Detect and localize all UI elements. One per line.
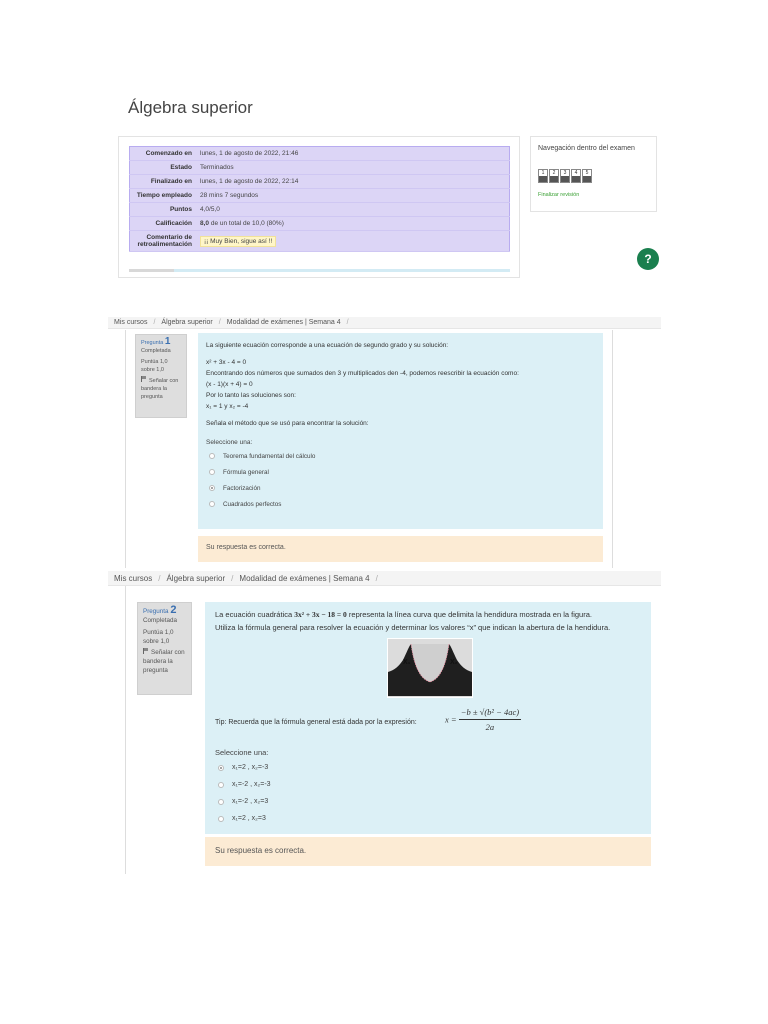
answer-option-selected[interactable] [209, 480, 595, 496]
summary-label: Comenzado en [130, 147, 197, 161]
summary-row-state [130, 161, 510, 175]
question-nav-button-3[interactable]: 3 [560, 169, 570, 183]
question-prompt: Señala el método que se usó para encontrar la solución: [206, 420, 369, 427]
radio-button[interactable] [209, 453, 215, 459]
figure-label-x2: X₂ [450, 659, 458, 666]
quadratic-formula [445, 706, 521, 734]
summary-label: Comentario de retroalimentación [130, 231, 197, 252]
summary-label: Tiempo empleado [130, 189, 197, 203]
question-intro [215, 608, 641, 621]
breadcrumb-separator: / [153, 319, 156, 326]
answer-option[interactable] [218, 776, 641, 793]
option-label: Factorización [223, 484, 261, 492]
flag-question-link[interactable] [141, 376, 181, 401]
question-line: x₁ = 1 y x₂ = -4 [206, 403, 249, 410]
attempt-summary-table [129, 146, 510, 252]
radio-button[interactable] [218, 799, 224, 805]
question-equation: 3x² + 3x − 18 = 0 [294, 610, 347, 619]
tip-line [215, 706, 645, 736]
quiz-summary-screenshot [118, 88, 663, 278]
breadcrumb-exam[interactable]: Modalidad de exámenes | Semana 4 [239, 573, 370, 583]
formula-numerator: −b ± √(b² − 4ac) [459, 706, 521, 720]
summary-row-points [130, 203, 510, 217]
summary-row-time [130, 189, 510, 203]
question-line: (x - 1)(x + 4) = 0 [206, 381, 253, 388]
question-preview-info [129, 269, 174, 272]
breadcrumb-course[interactable]: Álgebra superior [161, 319, 213, 326]
quiz-navigation-buttons [538, 169, 592, 183]
tip-text: Tip: Recuerda que la fórmula general está dada por la expresión: [215, 719, 417, 726]
summary-value: 4,0/5,0 [196, 203, 510, 217]
breadcrumb [108, 571, 661, 586]
breadcrumb-exam[interactable]: Modalidad de exámenes | Semana 4 [226, 319, 341, 326]
question-grade: Puntúa 1,0 sobre 1,0 [141, 359, 168, 373]
summary-label: Finalizado en [130, 175, 197, 189]
question-label: Pregunta [143, 608, 169, 615]
question-intro-end: representa la línea curva que delimita la hendidura mostrada en la figura. [348, 610, 592, 619]
formula-denominator: 2a [485, 722, 495, 732]
question-1 [125, 330, 613, 568]
summary-value: lunes, 1 de agosto de 2022, 22:14 [196, 175, 510, 189]
breadcrumb-my-courses[interactable]: Mis cursos [114, 319, 148, 326]
summary-value [196, 217, 510, 231]
breadcrumb-separator: / [218, 319, 221, 326]
option-label: x₁=2 , x₂=3 [232, 815, 266, 822]
help-button[interactable]: ? [637, 248, 659, 270]
summary-value: Terminados [196, 161, 510, 175]
question-number [143, 606, 186, 616]
question-grade: Puntúa 1,0 sobre 1,0 [143, 629, 174, 645]
question-preview-strip [129, 269, 510, 272]
course-title: Álgebra superior [128, 98, 253, 117]
quiz-navigation-title: Navegación dentro del examen [538, 145, 635, 152]
answer-option[interactable] [209, 448, 595, 464]
summary-value [196, 231, 510, 252]
breadcrumb-separator: / [346, 319, 349, 326]
radio-button-checked[interactable] [218, 765, 224, 771]
summary-label: Puntos [130, 203, 197, 217]
answer-option[interactable] [209, 496, 595, 512]
option-label: x₁=-2 , x₂=3 [232, 798, 269, 805]
summary-label: Calificación [130, 217, 197, 231]
breadcrumb-course[interactable]: Álgebra superior [166, 573, 226, 583]
option-label: x₁=-2 , x₂=-3 [232, 781, 271, 788]
flag-label: Señalar con bandera la pregunta [141, 378, 179, 400]
radio-button[interactable] [209, 469, 215, 475]
radio-button[interactable] [218, 816, 224, 822]
radio-button[interactable] [209, 501, 215, 507]
question-number-value: 2 [170, 604, 177, 616]
question-nav-button-4[interactable]: 4 [571, 169, 581, 183]
question-label: Pregunta [141, 340, 164, 346]
summary-row-feedback [130, 231, 510, 252]
answer-option[interactable] [218, 810, 641, 827]
option-label: x₁=2 , x₂=-3 [232, 764, 269, 771]
option-label: Fórmula general [223, 468, 269, 476]
question-info [135, 334, 187, 418]
breadcrumb-separator: / [375, 573, 378, 583]
summary-label: Estado [130, 161, 197, 175]
summary-row-finished [130, 175, 510, 189]
question-intro: La siguiente ecuación corresponde a una ecuación de segundo grado y su solución: [206, 342, 449, 349]
finish-review-link[interactable]: Finalizar revisión [538, 192, 580, 198]
radio-button-checked[interactable] [209, 485, 215, 491]
grade-value: 8,0 [200, 220, 210, 227]
question-nav-button-5[interactable]: 5 [582, 169, 592, 183]
quiz-navigation-block [530, 136, 657, 212]
question-state: Completada [141, 348, 171, 354]
breadcrumb-separator: / [231, 573, 234, 583]
answer-option[interactable] [209, 464, 595, 480]
flag-question-link[interactable] [143, 648, 186, 675]
summary-row-grade [130, 217, 510, 231]
flag-icon [143, 648, 149, 654]
option-label: Cuadrados perfectos [223, 500, 282, 508]
question-nav-button-1[interactable]: 1 [538, 169, 548, 183]
breadcrumb-separator: / [158, 573, 161, 583]
answer-prompt: Seleccione una: [215, 748, 269, 757]
figure-label-x1: X₁ [403, 659, 411, 666]
option-label: Teorema fundamental del cálculo [223, 452, 316, 460]
groove-figure-image [387, 638, 473, 698]
flag-label: Señalar con bandera la pregunta [143, 649, 185, 674]
question-nav-button-2[interactable]: 2 [549, 169, 559, 183]
breadcrumb-my-courses[interactable]: Mis cursos [114, 573, 153, 583]
question-number [141, 338, 181, 347]
formula-lhs: x = [445, 714, 457, 725]
question-line: Utiliza la fórmula general para resolver la ecuación y determinar los valores “x” que indican la abertura de la hendidura. [215, 623, 611, 632]
radio-button[interactable] [218, 782, 224, 788]
question-2 [125, 586, 662, 874]
feedback-text: ¡¡ Muy Bien, sigue así !! [200, 236, 276, 247]
summary-row-started [130, 147, 510, 161]
question-intro-start: La ecuación cuadrática [215, 610, 293, 619]
question-text [205, 602, 651, 834]
question-state: Completada [143, 617, 177, 624]
question-feedback: Su respuesta es correcta. [198, 536, 603, 562]
question-feedback: Su respuesta es correcta. [205, 837, 651, 866]
attempt-summary-panel [118, 136, 520, 278]
formula-fraction [459, 706, 521, 734]
answer-prompt: Seleccione una: [206, 439, 253, 446]
question-info [137, 602, 192, 695]
answer-option-selected[interactable] [218, 759, 641, 776]
question-equation: x² + 3x - 4 = 0 [206, 359, 247, 366]
breadcrumb [108, 317, 661, 329]
grade-total: de un total de 10,0 (80%) [210, 220, 284, 227]
flag-icon [141, 376, 147, 382]
answer-option[interactable] [218, 793, 641, 810]
question-text [198, 333, 603, 529]
question-line: Por lo tanto las soluciones son: [206, 392, 296, 399]
question-number-value: 1 [164, 336, 171, 347]
summary-value: lunes, 1 de agosto de 2022, 21:46 [196, 147, 510, 161]
summary-value: 28 mins 7 segundos [196, 189, 510, 203]
question-line: Encontrando dos números que sumados den 3 y multiplicados den -4, podemos reescribir la ecuación como: [206, 370, 519, 377]
